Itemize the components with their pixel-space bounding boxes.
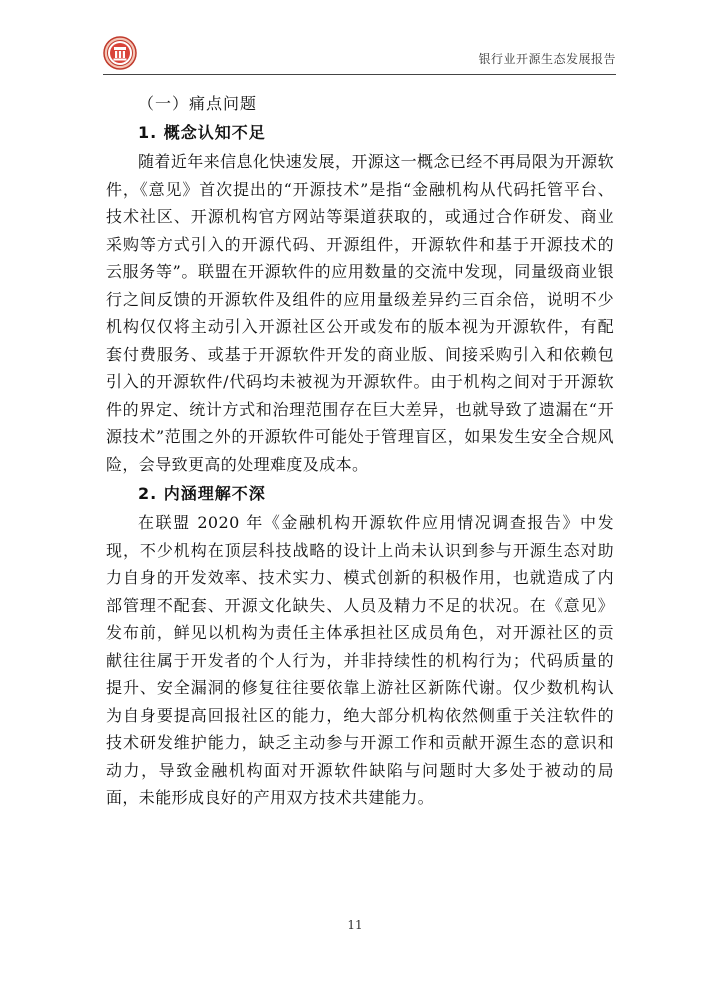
subsection-heading-2: 2. 内涵理解不深 <box>138 484 266 503</box>
bank-association-seal-icon <box>103 36 137 70</box>
header-title: 银行业开源生态发展报告 <box>478 52 616 66</box>
section-heading: （一）痛点问题 <box>138 94 258 113</box>
header-divider <box>103 74 616 75</box>
subsection-heading-1: 1. 概念认知不足 <box>138 123 266 142</box>
subsection-paragraph-2: 在联盟 2020 年《金融机构开源软件应用情况调查报告》中发现，不少机构在顶层科技战略的设计上尚未认识到参与开源生态对助力自身的开发效率、技术实力、模式创新的积极作用，也就造成了内部管理不配套、开源文化缺失、人员及精力不足的状况。在《意见》发布前，鲜见以机构为责任主体承担社区成员角色，对开源社区的贡献往往属于开发者的个人行为，并非持续性的机构行为；代码质量的提升、安全漏洞的修复往往要依靠上游社区新陈代谢。仅少数机构认为自身要提高回报社区的能力，绝大部分机构依然侧重于关注软件的技术研发维护能力，缺乏主动参与开源工作和贡献开源生态的意识和动力，导致金融机构面对开源软件缺陷与问题时大多处于被动的局面，未能形成良好的产用双方技术共建能力。 <box>106 513 614 807</box>
page-number: 11 <box>347 918 363 932</box>
page-header <box>103 34 616 70</box>
document-body <box>106 90 614 812</box>
subsection-paragraph-1: 随着近年来信息化快速发展，开源这一概念已经不再局限为开源软件，《意见》首次提出的“开源技术”是指“金融机构从代码托管平台、技术社区、开源机构官方网站等渠道获取的，或通过合作研发、商业采购等方式引入的开源代码、开源组件，开源软件和基于开源技术的云服务等”。联盟在开源软件的应用数量的交流中发现，同量级商业银行之间反馈的开源软件及组件的应用量级差异约三百余倍，说明不少机构仅仅将主动引入开源社区公开或发布的版本视为开源软件，有配套付费服务、或基于开源软件开发的商业版、间接采购引入和依赖包引入的开源软件/代码均未被视为开源软件。由于机构之间对于开源软件的界定、统计方式和治理范围存在巨大差异，也就导致了遗漏在“开源技术”范围之外的开源软件可能处于管理盲区，如果发生安全合规风险，会导致更高的处理难度及成本。 <box>106 152 614 474</box>
